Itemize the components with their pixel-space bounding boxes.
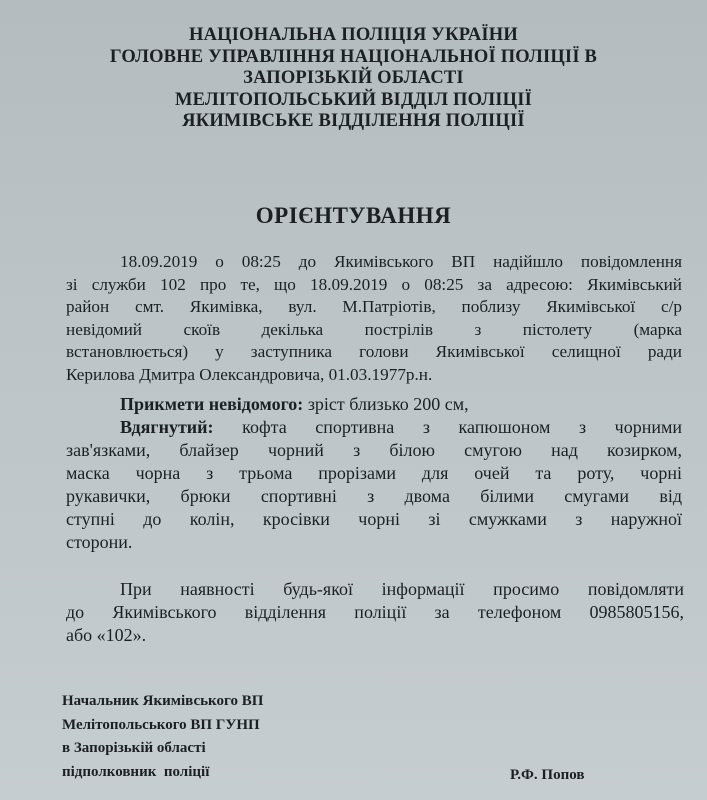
contact-line: або «102». bbox=[66, 625, 147, 645]
incident-paragraph bbox=[66, 251, 682, 386]
contact-line: При наявності будь-якої інформації просимо повідомляти bbox=[120, 579, 684, 599]
incident-line: Керилова Дмитра Олександровича, 01.03.1977р.н. bbox=[66, 364, 433, 384]
clothing-line: сторони. bbox=[66, 532, 133, 552]
signature-position-line: в Запорізькій області bbox=[62, 740, 206, 756]
incident-line: район смт. Якимівка, вул. М.Патріотів, поблизу Якимівської с/р bbox=[66, 297, 682, 316]
contact-line: до Якимівського відділення поліції за телефоном 0985805156, bbox=[66, 602, 684, 622]
features-value: зріст близько 200 см, bbox=[303, 394, 469, 414]
document-title: ОРІЄНТУВАННЯ bbox=[255, 203, 452, 228]
signature-position-line: Начальник Якимівського ВП bbox=[62, 693, 264, 709]
clothing-line bbox=[66, 416, 682, 439]
signature-rank-line: підполковник поліції bbox=[62, 763, 210, 780]
clothing-line: зав'язками, блайзер чорний з білою смугою над козирком, bbox=[66, 440, 682, 460]
header-line-main-department: ГОЛОВНЕ УПРАВЛІННЯ НАЦІОНАЛЬНОЇ ПОЛІЦІЇ В bbox=[109, 46, 598, 67]
header-line-branch: ЯКИМІВСЬКЕ ВІДДІЛЕННЯ ПОЛІЦІЇ bbox=[182, 111, 525, 131]
clothing-label: Вдягнутий: bbox=[120, 417, 214, 437]
header-line-agency: НАЦІОНАЛЬНА ПОЛІЦІЯ УКРАЇНИ bbox=[189, 25, 518, 45]
clothing-line: маска чорна з трьома прорізами для очей та роту, чорні bbox=[66, 463, 682, 483]
incident-line: встановлюється) у заступника голови Якимівської селищної ради bbox=[66, 342, 682, 361]
header-line-division: МЕЛІТОПОЛЬСЬКИЙ ВІДДІЛ ПОЛІЦІЇ bbox=[174, 89, 533, 110]
signature-position-line: Мелітопольського ВП ГУНП bbox=[62, 716, 260, 733]
description-paragraph bbox=[66, 393, 682, 554]
signature-block bbox=[62, 690, 263, 784]
document-header bbox=[0, 25, 707, 133]
contact-paragraph bbox=[66, 578, 684, 647]
incident-line: зі служби 102 про те, що 18.09.2019 о 08:25 за адресою: Якимівський bbox=[66, 274, 682, 294]
incident-line: невідомий скоїв декілька пострілів з пістолету (марка bbox=[66, 319, 682, 339]
features-line bbox=[66, 393, 682, 416]
clothing-line: рукавички, брюки спортивні з двома білими смугами від bbox=[66, 486, 682, 506]
header-line-region: ЗАПОРІЗЬКІЙ ОБЛАСТІ bbox=[243, 68, 464, 88]
incident-line: 18.09.2019 о 08:25 до Якимівського ВП надійшло повідомлення bbox=[120, 252, 682, 271]
signer-name: Р.Ф. Попов bbox=[510, 767, 585, 783]
clothing-line: ступні до колін, кросівки чорні зі смужками з наружної bbox=[66, 509, 682, 529]
clothing-value: кофта спортивна з капюшоном з чорними bbox=[213, 417, 682, 437]
features-label: Прикмети невідомого: bbox=[120, 394, 304, 414]
